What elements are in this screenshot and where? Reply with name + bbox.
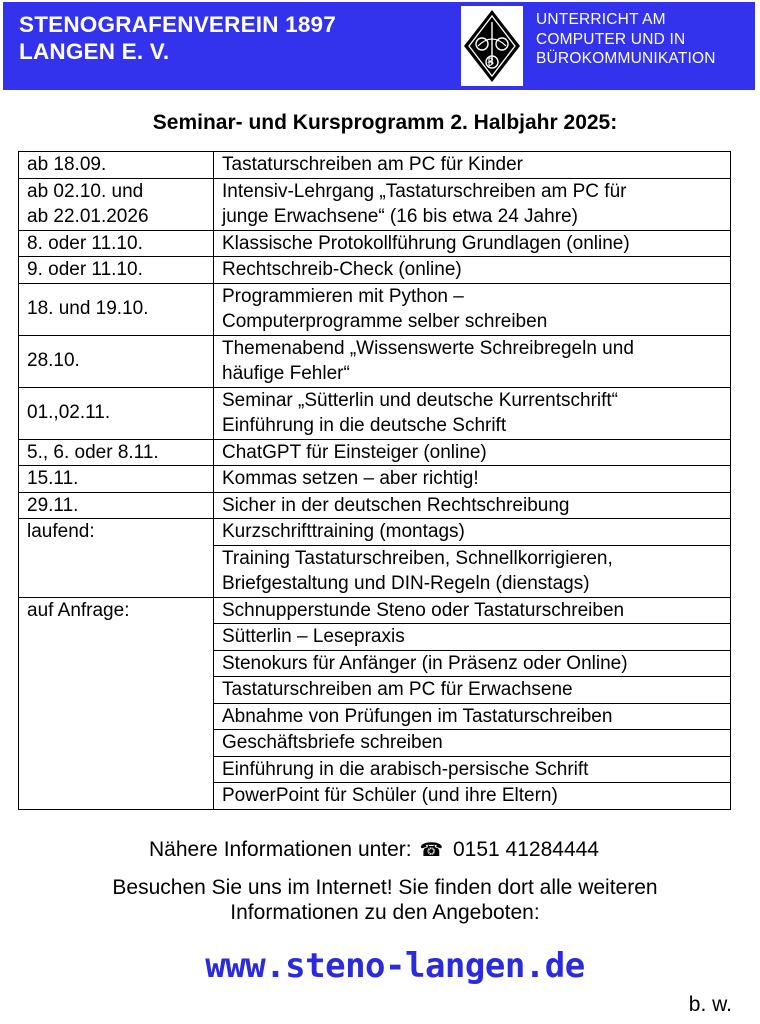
- course-date: [19, 466, 214, 493]
- course-title-line: Kommas setzen – aber richtig!: [222, 468, 479, 489]
- course-title-line: Themenabend „Wissenswerte Schreibregeln und: [222, 337, 634, 359]
- course-title-line: Einführung in die arabisch-persische Schrift: [222, 758, 589, 780]
- course-title: [214, 677, 731, 704]
- course-title: [214, 230, 731, 257]
- course-table: [18, 151, 731, 810]
- course-date: [19, 283, 214, 335]
- course-title: [214, 597, 731, 624]
- course-title-line: Computerprogramme selber schreiben: [222, 311, 548, 332]
- course-title-line: Tastaturschreiben am PC für Kinder: [222, 154, 523, 175]
- course-title-line: junge Erwachsene“ (16 bis etwa 24 Jahre): [222, 206, 578, 227]
- course-title-line: PowerPoint für Schüler (und ihre Eltern): [222, 785, 558, 806]
- course-date: [19, 335, 214, 387]
- course-title-line: Klassische Protokollführung Grundlagen (online): [222, 232, 630, 254]
- course-title: [214, 783, 731, 810]
- telephone-icon: ☎: [419, 840, 444, 861]
- course-date-line: 5., 6. oder 8.11.: [27, 441, 159, 463]
- course-title: [214, 545, 731, 597]
- course-title: [214, 387, 731, 439]
- page-turn-note: b. w.: [688, 993, 732, 1016]
- course-title-line: Seminar „Sütterlin und deutsche Kurrentschrift“: [222, 389, 619, 411]
- course-title: [214, 756, 731, 783]
- course-title-line: Rechtschreib-Check (online): [222, 259, 462, 280]
- table-row: [19, 152, 731, 179]
- website-link[interactable]: www.steno-langen.de: [205, 946, 585, 986]
- table-row: [19, 283, 731, 335]
- org-name-line1: STENOGRAFENVEREIN 1897: [19, 12, 336, 37]
- course-date: [19, 178, 214, 230]
- club-logo: [461, 6, 523, 86]
- course-title-line: Programmieren mit Python –: [222, 285, 464, 307]
- table-row: [19, 335, 731, 387]
- tagline-line1: UNTERRICHT AM: [536, 11, 666, 28]
- course-date-line: 9. oder 11.10.: [27, 259, 143, 280]
- course-group-label: auf Anfrage:: [19, 597, 214, 809]
- course-title: [214, 650, 731, 677]
- course-date-line: 18. und 19.10.: [27, 298, 149, 320]
- info-label: Nähere Informationen unter:: [148, 838, 412, 861]
- course-title-line: Sicher in der deutschen Rechtschreibung: [222, 494, 570, 516]
- course-title-line: Tastaturschreiben am PC für Erwachsene: [222, 679, 573, 700]
- course-date-line: 15.11.: [27, 468, 79, 489]
- table-row: [19, 257, 731, 284]
- course-title-line: Kurzschrifttraining (montags): [222, 521, 465, 542]
- header-banner: [3, 2, 755, 90]
- diamond-emblem-icon: [461, 6, 523, 86]
- course-title-line: Schnupperstunde Steno oder Tastaturschreiben: [222, 599, 625, 621]
- course-title-line: ChatGPT für Einsteiger (online): [222, 441, 487, 463]
- course-table-body: [19, 152, 731, 810]
- course-date-line: 28.10.: [27, 350, 80, 372]
- table-row: [19, 178, 731, 230]
- course-title-line: Einführung in die deutsche Schrift: [222, 415, 507, 436]
- course-title: [214, 466, 731, 493]
- table-row: [19, 597, 731, 624]
- course-title-line: Sütterlin – Lesepraxis: [222, 626, 405, 647]
- phone-info: [0, 838, 748, 862]
- table-row: [19, 466, 731, 493]
- tagline: [536, 10, 716, 69]
- course-title: [214, 283, 731, 335]
- table-row: [19, 519, 731, 546]
- course-date: [19, 257, 214, 284]
- table-row: [19, 492, 731, 519]
- page-title: Seminar- und Kursprogramm 2. Halbjahr 2025:: [152, 111, 618, 134]
- course-title: [214, 257, 731, 284]
- table-row: [19, 439, 731, 466]
- course-date: [19, 492, 214, 519]
- course-title-line: Abnahme von Prüfungen im Tastaturschreiben: [222, 705, 613, 727]
- course-title-line: Briefgestaltung und DIN-Regeln (dienstags): [222, 573, 590, 594]
- course-date-line: 8. oder 11.10.: [27, 232, 143, 254]
- course-date-line: 01.,02.11.: [27, 402, 111, 424]
- phone-number: 0151 41284444: [453, 838, 599, 861]
- course-title: [214, 730, 731, 757]
- table-row: [19, 230, 731, 257]
- course-title: [214, 439, 731, 466]
- course-title: [214, 703, 731, 730]
- table-row: [19, 387, 731, 439]
- course-title: [214, 178, 731, 230]
- org-name-line2: LANGEN E. V.: [19, 39, 170, 64]
- course-title-line: Stenokurs für Anfänger (in Präsenz oder Online): [222, 652, 628, 674]
- course-date: [19, 387, 214, 439]
- course-date: [19, 230, 214, 257]
- website-info: [0, 875, 760, 925]
- website-info-line1: Besuchen Sie uns im Internet! Sie finden dort alle weiteren: [112, 876, 658, 899]
- course-title-line: häufige Fehler“: [222, 363, 350, 384]
- organization-name: [19, 11, 336, 65]
- course-title-line: Training Tastaturschreiben, Schnellkorrigieren,: [222, 547, 613, 569]
- course-date-line: ab 18.09.: [27, 154, 107, 175]
- course-date-line: ab 22.01.2026: [27, 206, 149, 227]
- course-date: [19, 152, 214, 179]
- course-title: [214, 492, 731, 519]
- tagline-line2: COMPUTER UND IN: [536, 30, 686, 48]
- course-group-label: laufend:: [19, 519, 214, 598]
- course-title: [214, 624, 731, 651]
- course-date-line: ab 02.10. und: [27, 180, 144, 202]
- course-date: [19, 439, 214, 466]
- website-info-line2: Informationen zu den Angeboten:: [230, 901, 540, 924]
- course-title: [214, 519, 731, 546]
- course-title: [214, 335, 731, 387]
- course-title-line: Intensiv-Lehrgang „Tastaturschreiben am PC für: [222, 180, 627, 202]
- course-date-line: 29.11.: [27, 494, 79, 516]
- tagline-line3: BÜROKOMMUNIKATION: [536, 50, 716, 67]
- course-title-line: Geschäftsbriefe schreiben: [222, 732, 443, 753]
- course-title: [214, 152, 731, 179]
